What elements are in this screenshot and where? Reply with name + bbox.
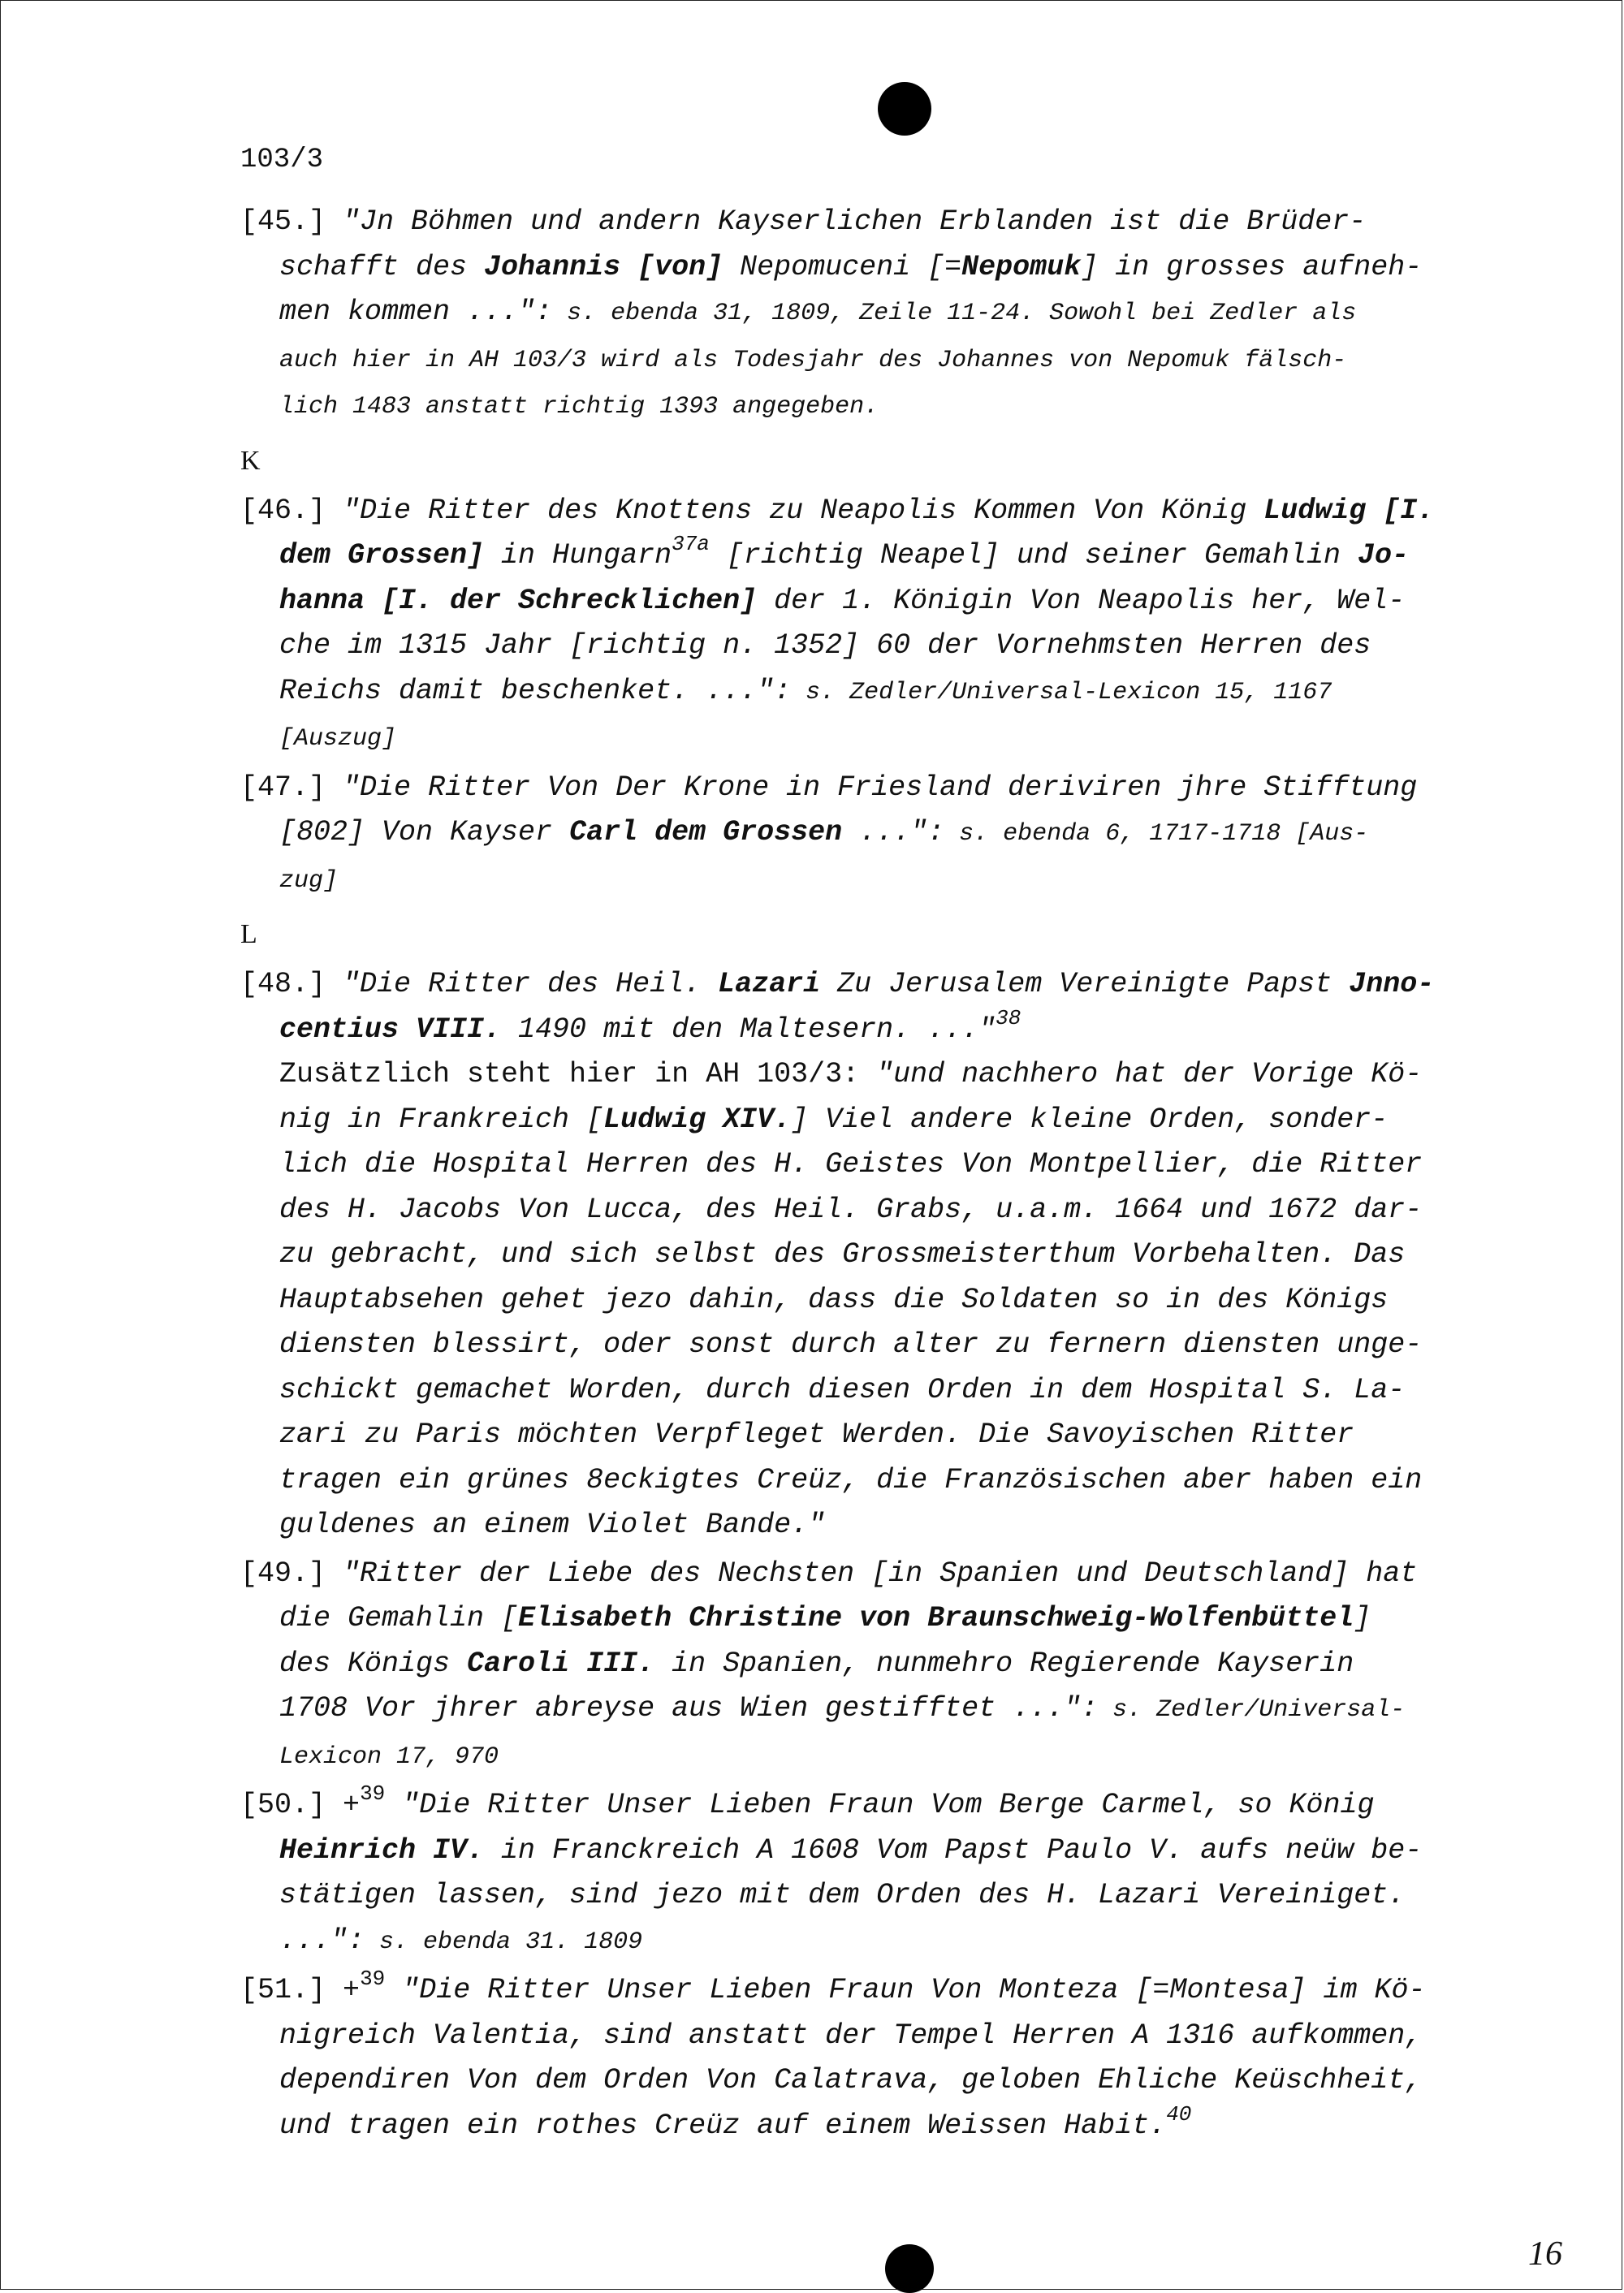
entry-number: [49.] [240, 1557, 326, 1590]
footnote-ref: 39 [360, 1781, 386, 1806]
punch-hole-bottom [885, 2244, 934, 2293]
document-body [240, 200, 1491, 2152]
entry-number: [48.] [240, 968, 326, 1000]
entry-number: [51.] [240, 1974, 326, 2006]
footnote-ref: 39 [360, 1967, 386, 1991]
entry-number: [45.] [240, 205, 326, 238]
section-letter-l: L [240, 919, 257, 949]
page-reference: 103/3 [240, 145, 324, 175]
entry-number: [50.] [240, 1789, 326, 1821]
footnote-ref: 40 [1166, 2101, 1192, 2127]
entry-48: [48.] "Die Ritter des Heil. Lazari Zu Jerusalem Vereinigte Papst Jnno- centius VIII. 1490 mit den Maltesern. ..."$^{38}$ Zusätzlich steht hier in AH 103/3: "und nachhero hat der Vorige Kö- nig in Frankreich [Ludwig XIV.] Viel andere kleine Orden, sonder- lich die Hospital Herren des H. Geistes Von Montpellier, die Ritter des H. Jacobs Von Lucca, des Heil. Grabs, u.a.m. 1664 und 1672 dar- zu gebracht, und sich selbst des Grossmeisterthum Vorbehalten. Das Hauptabsehen gehet jezo dahin, dass die Soldaten so in des Königs diensten blessirt, oder sonst durch alter zu fernern diensten unge- schickt gemachet Worden, durch diesen Orden in dem Hospital S. La- zari zu Paris möchten Verpfleget Werden. Die Savoyischen Ritter tragen ein grünes 8eckigtes Creüz, die Französischen aber haben ein guldenes an einem Violet Bande." [240, 968, 1435, 1541]
entry-45: [45.] "Jn Böhmen und andern Kayserlichen Erblanden ist die Brüder- schafft des Johannis [von] Nepomuceni [=Nepomuk] in grosses aufneh- men kommen ...": s. ebenda 31, 1809, Zeile 11-24. Sowohl bei Zedler als auch hier in AH 103/3 wird als Todesjahr des Johannes von Nepomuk fälsch- lich 1483 anstatt richtig 1393 angegeben. [240, 205, 1423, 421]
footnote-ref: 37a [672, 532, 710, 556]
entry-51: [51.] +$^{39}$ "Die Ritter Unser Lieben Fraun Von Monteza [=Montesa] im Kö- nigreich Valentia, sind anstatt der Tempel Herren A 1316 aufkommen, dependiren Von dem Orden Von Calatrava, geloben Ehliche Keüschheit, und tragen ein rothes Creüz auf einem Weissen Habit.$^{40}$ [240, 1967, 1426, 2142]
footnote-ref: 38 [996, 1005, 1021, 1030]
entry-50: [50.] +$^{39}$ "Die Ritter Unser Lieben Fraun Vom Berge Carmel, so König Heinrich IV. in Franckreich A 1608 Vom Papst Paulo V. aufs neüw be- stätigen lassen, sind jezo mit dem Orden des H. Lazari Vereiniget. ...": s. ebenda 31. 1809 [240, 1781, 1423, 1957]
entry-number: [46.] [240, 494, 326, 527]
punch-hole-top [878, 82, 931, 136]
entry-46: [46.] "Die Ritter des Knottens zu Neapolis Kommen Von König Ludwig [I. dem Grossen] in Hungarn$^{37a}$ [richtig Neapel] und seiner Gemahlin Jo- hanna [I. der Schrecklichen] der 1. Königin Von Neapolis her, Wel- che im 1315 Jahr [richtig n. 1352] 60 der Vornehmsten Herren des Reichs damit beschenket. ...": s. Zedler/Universal-Lexicon 15, 1167 [Auszug] [240, 494, 1435, 753]
folio-number: 16 [1528, 2235, 1562, 2273]
entry-number: [47.] [240, 771, 326, 804]
section-letter-k: K [240, 445, 261, 476]
entry-49: [49.] "Ritter der Liebe des Nechsten [in Spanien und Deutschland] hat die Gemahlin [Elisabeth Christine von Braunschweig-Wolfenbüttel] des Königs Caroli III. in Spanien, nunmehro Regierende Kayserin 1708 Vor jhrer abreyse aus Wien gestifftet ...": s. Zedler/Universal- Lexicon 17, 970 [240, 1557, 1418, 1771]
entry-47: [47.] "Die Ritter Von Der Krone in Friesland deriviren jhre Stifftung [802] Von Kayser Carl dem Grossen ...": s. ebenda 6, 1717-1718 [Aus- zug] [240, 771, 1418, 895]
